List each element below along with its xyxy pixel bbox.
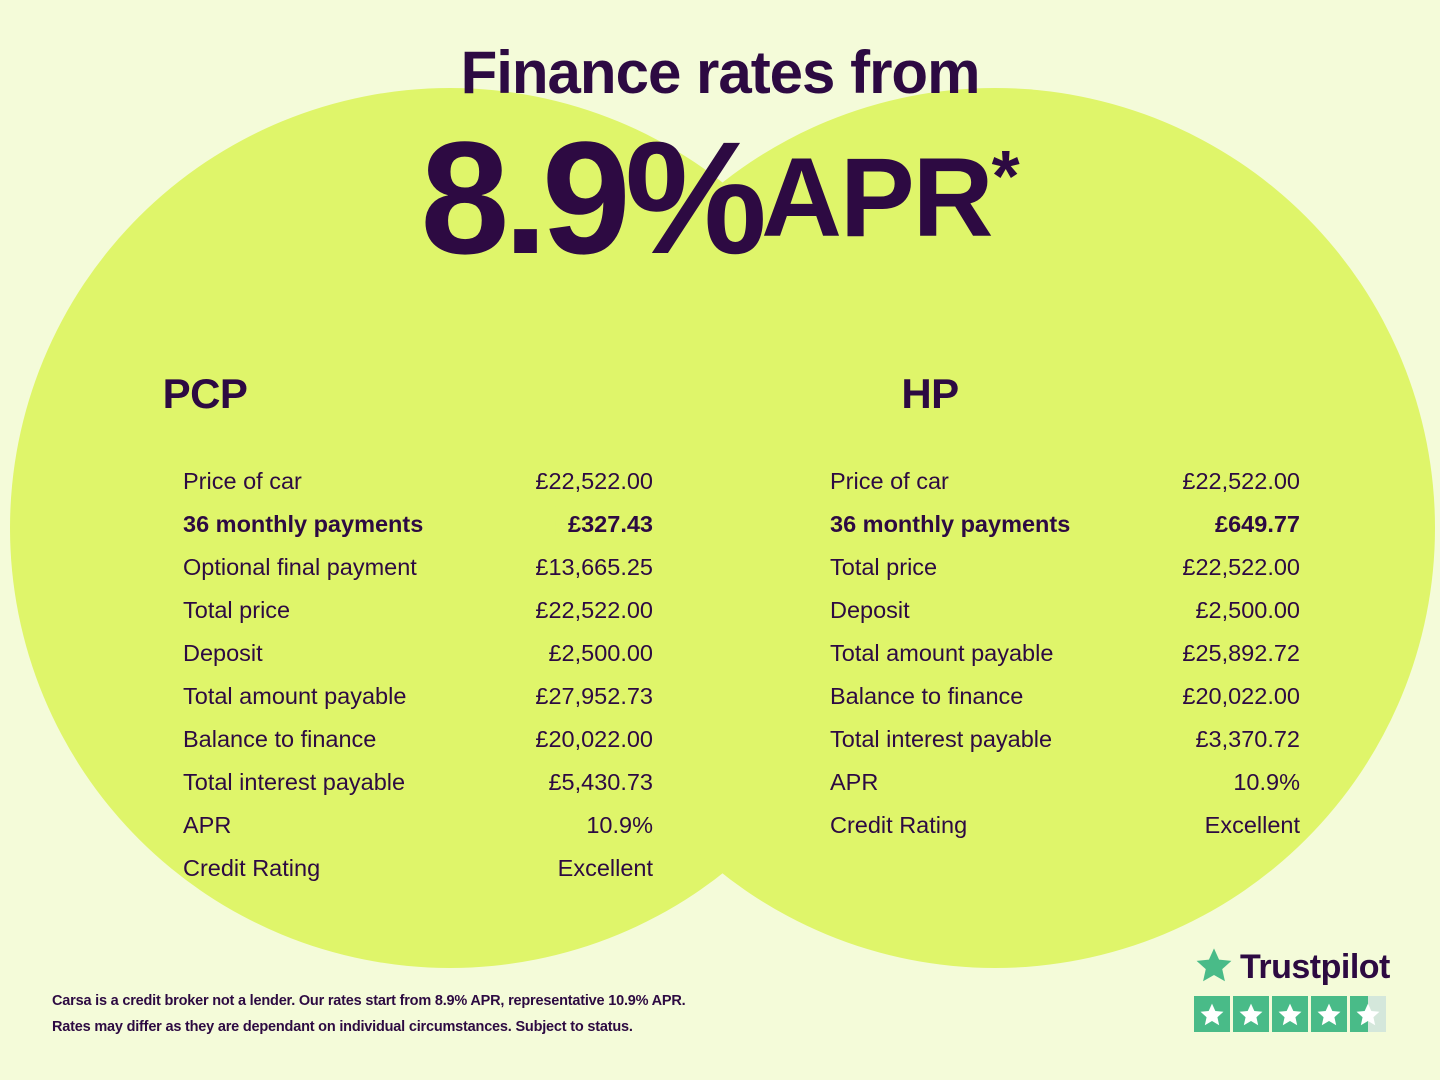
rating-star-half-icon bbox=[1350, 996, 1386, 1032]
row-label: Total interest payable bbox=[183, 769, 406, 795]
row-value: £5,430.73 bbox=[548, 769, 653, 795]
rating-star-icon bbox=[1194, 996, 1230, 1032]
table-row bbox=[830, 804, 1300, 847]
table-row bbox=[183, 589, 653, 632]
pcp-table bbox=[183, 460, 653, 890]
row-label: Total amount payable bbox=[830, 640, 1054, 666]
table-row bbox=[830, 761, 1300, 804]
row-value: £22,522.00 bbox=[1182, 554, 1300, 580]
table-row bbox=[183, 718, 653, 761]
row-label: Balance to finance bbox=[830, 683, 1024, 709]
rating-star-icon bbox=[1233, 996, 1269, 1032]
table-row bbox=[830, 546, 1300, 589]
row-value: £2,500.00 bbox=[1195, 597, 1300, 623]
table-row bbox=[183, 847, 653, 890]
apr-rate: 8.9% bbox=[420, 108, 762, 287]
row-value: £22,522.00 bbox=[535, 468, 653, 494]
table-row bbox=[830, 460, 1300, 503]
row-label: 36 monthly payments bbox=[183, 511, 424, 537]
rating-star-icon bbox=[1272, 996, 1308, 1032]
column-title-pcp: PCP bbox=[162, 370, 248, 417]
table-row bbox=[183, 632, 653, 675]
rating-star-icon bbox=[1311, 996, 1347, 1032]
hp-table bbox=[830, 460, 1300, 847]
row-value: 10.9% bbox=[1233, 769, 1300, 795]
row-value: 10.9% bbox=[586, 812, 653, 838]
table-row bbox=[183, 460, 653, 503]
row-label: Credit Rating bbox=[183, 855, 321, 881]
disclaimer-line-1: Carsa is a credit broker not a lender. Our rates start from 8.9% APR, representative 10.9% APR. bbox=[52, 993, 686, 1009]
row-label: Optional final payment bbox=[183, 554, 417, 580]
column-title-hp: HP bbox=[901, 370, 959, 417]
row-value: £22,522.00 bbox=[1182, 468, 1300, 494]
trustpilot-star-icon bbox=[1194, 946, 1234, 989]
row-label: Credit Rating bbox=[830, 812, 968, 838]
table-row bbox=[830, 675, 1300, 718]
row-value: £649.77 bbox=[1215, 511, 1300, 537]
trustpilot-logo bbox=[1194, 946, 1394, 989]
row-value: £327.43 bbox=[568, 511, 653, 537]
trustpilot-rating-stars bbox=[1194, 996, 1394, 1032]
row-value: Excellent bbox=[1204, 812, 1300, 838]
table-row bbox=[183, 546, 653, 589]
row-label: Balance to finance bbox=[183, 726, 377, 752]
table-row bbox=[830, 632, 1300, 675]
finance-comparison bbox=[0, 370, 1440, 890]
finance-column-pcp bbox=[0, 370, 720, 890]
trustpilot-wordmark: Trustpilot bbox=[1240, 948, 1390, 986]
row-label: Total price bbox=[830, 554, 938, 580]
row-label: APR bbox=[830, 769, 879, 795]
row-value: £3,370.72 bbox=[1195, 726, 1300, 752]
row-label: Deposit bbox=[830, 597, 910, 623]
row-label: Total price bbox=[183, 597, 291, 623]
apr-asterisk: * bbox=[991, 137, 1020, 217]
row-label: Total interest payable bbox=[830, 726, 1053, 752]
table-row bbox=[830, 589, 1300, 632]
row-label: 36 monthly payments bbox=[830, 511, 1071, 537]
row-label: Price of car bbox=[183, 468, 302, 494]
row-value: £13,665.25 bbox=[535, 554, 653, 580]
disclaimer-line-2: Rates may differ as they are dependant on individual circumstances. Subject to status. bbox=[52, 1019, 633, 1035]
row-value: £20,022.00 bbox=[1182, 683, 1300, 709]
apr-headline bbox=[0, 108, 1440, 287]
table-row bbox=[830, 503, 1300, 546]
disclaimer bbox=[52, 988, 686, 1040]
row-label: APR bbox=[183, 812, 232, 838]
table-row bbox=[183, 675, 653, 718]
apr-word: APR bbox=[761, 135, 992, 260]
row-value: Excellent bbox=[557, 855, 653, 881]
table-row bbox=[830, 718, 1300, 761]
row-value: £27,952.73 bbox=[535, 683, 653, 709]
page-title: Finance rates from bbox=[460, 39, 980, 106]
row-value: £25,892.72 bbox=[1182, 640, 1300, 666]
row-label: Price of car bbox=[830, 468, 949, 494]
row-value: £22,522.00 bbox=[535, 597, 653, 623]
trustpilot-badge bbox=[1194, 946, 1394, 1032]
row-value: £2,500.00 bbox=[548, 640, 653, 666]
table-row bbox=[183, 761, 653, 804]
row-label: Deposit bbox=[183, 640, 263, 666]
table-row bbox=[183, 503, 653, 546]
table-row bbox=[183, 804, 653, 847]
finance-column-hp bbox=[720, 370, 1440, 890]
row-value: £20,022.00 bbox=[535, 726, 653, 752]
row-label: Total amount payable bbox=[183, 683, 407, 709]
